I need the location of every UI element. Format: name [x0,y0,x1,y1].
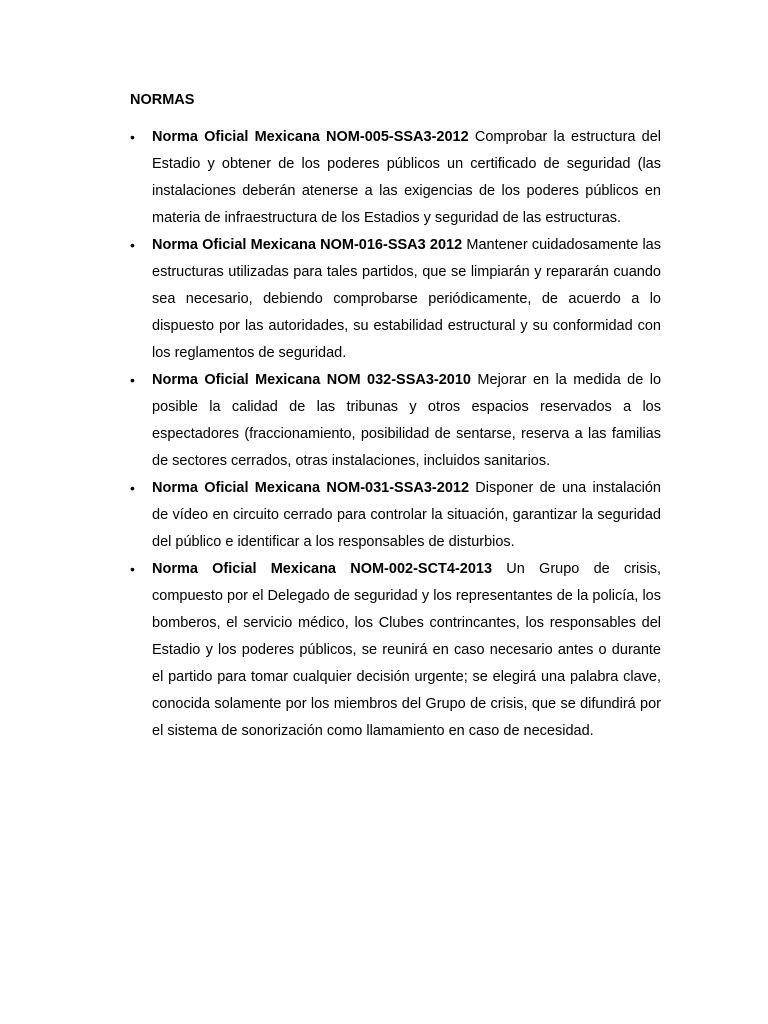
list-item [130,124,661,232]
norm-description: Comprobar la estructura del Estadio y obtener de los poderes públicos un certificado de seguridad (las instalaciones deberán atenerse a las exigencias de los poderes públicos en materia de infraestructura de los Estadios y seguridad de las estructuras. [152,129,661,226]
bullet-icon: • [130,237,135,253]
norm-description: Mantener cuidadosamente las estructuras utilizadas para tales partidos, que se limpiarán y repararán cuando sea necesario, debiendo comprobarse periódicamente, de acuerdo a lo dispuesto por las autoridades, su estabilidad estructural y su conformidad con los reglamentos de seguridad. [152,237,661,361]
norm-code: Norma Oficial Mexicana NOM 032-SSA3-2010 [152,372,471,388]
list-item [130,232,661,367]
norm-code: Norma Oficial Mexicana NOM-016-SSA3 2012 [152,237,463,253]
list-item [130,475,661,556]
norm-code: Norma Oficial Mexicana NOM-005-SSA3-2012 [152,129,469,145]
list-item [130,556,661,745]
bullet-icon: • [130,480,135,496]
norm-description: Disponer de una instalación de vídeo en circuito cerrado para controlar la situación, garantizar la seguridad del público e identificar a los responsables de disturbios. [152,480,661,550]
list-item [130,367,662,475]
bullet-icon: • [130,561,135,577]
norm-description: Mejorar en la medida de lo posible la calidad de las tribunas y otros espacios reservados a los espectadores (fraccionamiento, posibilidad de sentarse, reserva a las familias de sectores cerrados, otras instalaciones, incluidos sanitarios. [152,372,662,469]
norm-code: Norma Oficial Mexicana NOM-002-SCT4-2013 [152,561,493,577]
norm-description: Un Grupo de crisis, compuesto por el Delegado de seguridad y los representantes de la policía, los bomberos, el servicio médico, los Clubes contrincantes, los responsables del Estadio y los poderes públicos, se reunirá en caso necesario antes o durante el partido para tomar cualquier decisión urgente; se elegirá una palabra clave, conocida solamente por los miembros del Grupo de crisis, que se difundirá por el sistema de sonorización como llamamiento en caso de necesidad. [152,561,661,739]
norms-list [130,124,662,745]
norm-code: Norma Oficial Mexicana NOM-031-SSA3-2012 [152,480,470,496]
bullet-icon: • [130,372,135,388]
section-heading: NORMAS [130,92,195,108]
bullet-icon: • [130,129,135,145]
